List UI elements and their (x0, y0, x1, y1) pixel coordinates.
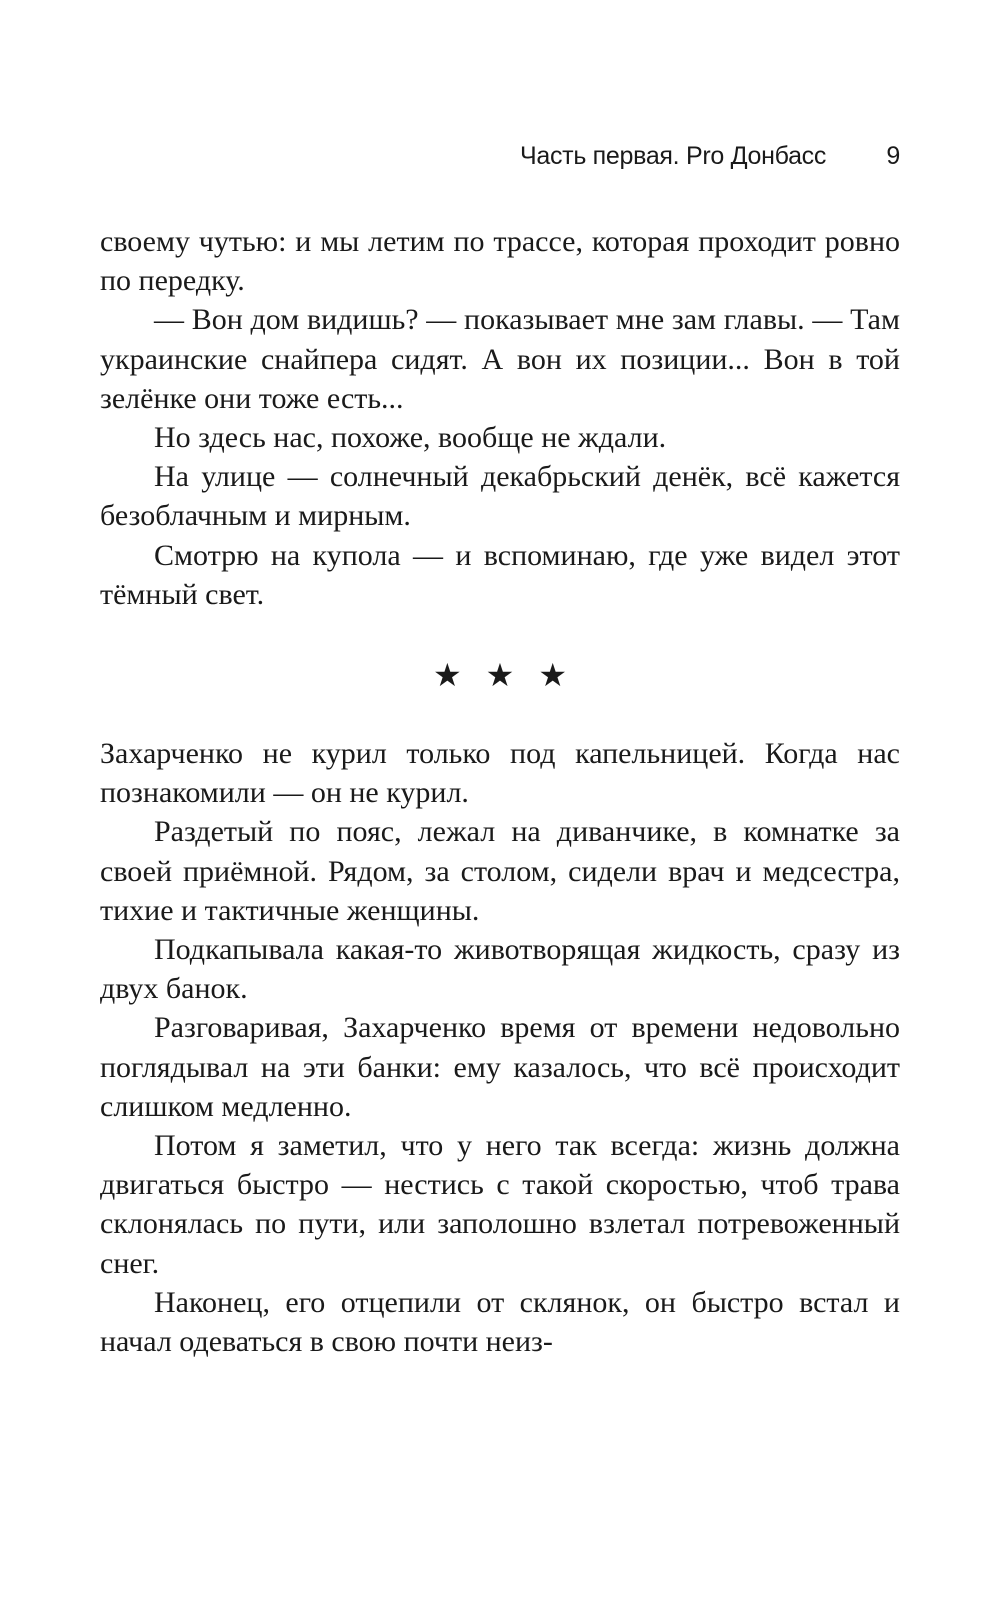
page-header (520, 142, 900, 182)
running-title: Часть первая. Pro Донбасс (520, 142, 827, 170)
page-number: 9 (886, 142, 900, 170)
section-separator: ★ ★ ★ (432, 657, 576, 694)
paragraph: Раздетый по пояс, лежал на диванчике, в комнатке за своей приёмной. Рядом, за столом, сидели врач и медсестра, тихие и тактичные женщины. (100, 815, 900, 927)
page-body (100, 222, 900, 1361)
paragraph: Наконец, его отцепили от склянок, он быстро встал и начал одеваться в свою почти неиз- (100, 1285, 900, 1359)
paragraph: Захарченко не курил только под капельницей. Когда нас познакомили — он не курил. (100, 737, 900, 810)
paragraph: Разговаривая, Захарченко время от времени недовольно поглядывал на эти банки: ему казалось, что всё происходит слишком медленно. (100, 1011, 900, 1123)
paragraph: На улице — солнечный декабрьский денёк, всё кажется безоблачным и мирным. (100, 460, 900, 533)
paragraph: своему чутью: и мы летим по трассе, которая проходит ровно по передку. (100, 225, 900, 298)
paragraph: Но здесь нас, похоже, вообще не ждали. (154, 421, 667, 455)
paragraph: Потом я заметил, что у него так всегда: жизнь должна двигаться быстро — нестись с такой скоростью, чтоб трава склонялась по пути, или заполошно взлетал потревоженный снег. (100, 1129, 900, 1280)
paragraph: — Вон дом видишь? — показывает мне зам главы. — Там украинские снайпера сидят. А вон их позиции... Вон в той зелёнке они тоже есть... (100, 303, 900, 415)
paragraph: Смотрю на купола — и вспоминаю, где уже видел этот тёмный свет. (100, 538, 900, 611)
paragraph: Подкапывала какая-то животворящая жидкость, сразу из двух банок. (100, 933, 900, 1006)
